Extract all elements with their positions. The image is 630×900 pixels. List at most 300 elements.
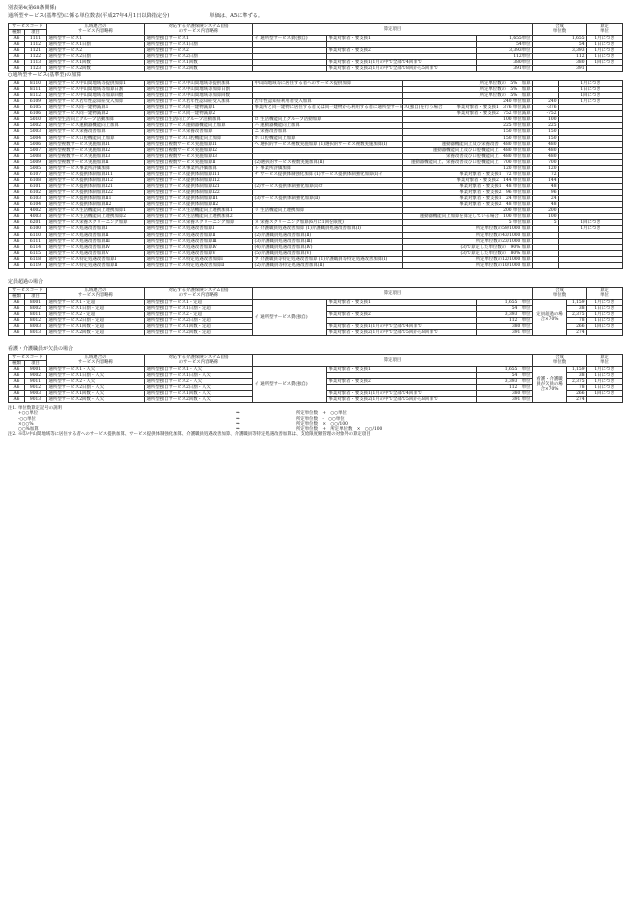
item-code-cell: 9012 <box>25 385 47 391</box>
addition-value-cell: 事業対象者・要支援2 752 単位減算 <box>403 111 533 117</box>
note-text: ⇒ <box>236 421 240 427</box>
addition-value-cell: 所定単位数の 5% 加算 <box>403 80 533 86</box>
units-cell: 48 <box>533 202 559 208</box>
nat-name-cell: 通所型独自サービス処遇改善加算Ⅴ <box>145 250 253 256</box>
col-calc: 算定項目 <box>253 287 533 299</box>
col-item: 項目 <box>25 293 47 299</box>
kind-cell: A6 <box>9 147 25 153</box>
item-code-cell: 6100 <box>25 226 47 232</box>
wide-name-cell: 通所型生活向上グループ活動加算 <box>47 117 145 123</box>
wide-name-cell: 通所型サービス同一建物減算1 <box>47 105 145 111</box>
col-wide-name: 広域連合の サービス内容略称 <box>47 23 145 35</box>
document-title: 通所型サービス(基準型)に係る単位数表(平成27年4月1日以降指定分) <box>8 12 170 19</box>
units-cell: 380 <box>533 60 587 66</box>
nat-name-cell: 通所型独自サービス栄養スクリーニング加算 <box>145 220 253 226</box>
item-code-cell: 8011 <box>25 311 47 317</box>
unit-cell: 1月につき <box>587 367 623 373</box>
item-code-cell: 8003 <box>25 324 47 330</box>
unit-cell: 1月につき <box>559 99 623 105</box>
addition-value-cell: 225 単位加算 <box>403 123 533 129</box>
kind-cell: A6 <box>9 397 25 403</box>
unit-cell: 1日につき <box>559 87 623 93</box>
kind-cell: A6 <box>9 153 25 159</box>
wide-name-cell: 通所型サービス1回数・定超 <box>47 324 145 330</box>
calc-target-cell: 事業対象者・要支援1 <box>327 35 477 41</box>
wide-name-cell: 通所型サービス処遇改善加算Ⅲ <box>47 238 145 244</box>
wide-name-cell: 通所型サービス1・人欠 <box>47 367 145 373</box>
note-text: ○○%加算 <box>18 426 39 432</box>
wide-name-cell: 通所型サービス同一建物減算2 <box>47 111 145 117</box>
kind-cell: A6 <box>9 105 25 111</box>
nat-name-cell: 通所型独自サービス2日割 <box>145 54 253 60</box>
addition-name-cell: (4)介護職員処遇改善加算(Ⅳ) <box>253 244 403 250</box>
kind-cell: A6 <box>9 54 25 60</box>
wide-name-cell: 通所型サービス提供体制加算Ⅰ11 <box>47 171 145 177</box>
unit-cell: 1月につき <box>587 311 623 317</box>
nat-name-cell: 通所型独自サービス特定処遇改善加算Ⅱ <box>145 262 253 268</box>
unit-cell: 1回につき <box>587 60 623 66</box>
item-code-cell: 1112 <box>25 41 47 47</box>
addition-name-cell: (5)介護職員処遇改善加算(Ⅴ) <box>253 250 403 256</box>
kind-cell: A6 <box>9 159 25 165</box>
col-kind: 種類 <box>9 360 25 366</box>
nat-name-cell: 通所型独自サービス1 <box>145 35 253 41</box>
units-cell: 96 <box>533 190 559 196</box>
addition-value-cell: 150 単位加算 <box>403 129 533 135</box>
table-row <box>9 171 623 177</box>
nat-name-cell: 通所型独自サービス提供体制加算Ⅱ1 <box>145 196 253 202</box>
wide-name-cell: 通所型複数サービス実施加算Ⅰ1 <box>47 141 145 147</box>
addition-value-cell: 所定単位数の23/1000 加算 <box>403 238 533 244</box>
col-units: 合成 単位数 <box>533 23 587 35</box>
form-number: 別表第4(第68条関係) <box>8 5 57 11</box>
item-code-cell: 9002 <box>25 373 47 379</box>
kind-cell: A6 <box>9 177 25 183</box>
units-cell: 5 <box>533 220 559 226</box>
wide-name-cell: 通所型サービス2・人欠 <box>47 379 145 385</box>
calc-value-cell: 380 単位 <box>477 324 533 330</box>
item-code-cell: 8112 <box>25 93 47 99</box>
wide-name-cell: 通所型サービス1回数・人欠 <box>47 391 145 397</box>
nat-name-cell: 通所型独自サービス1回数・人欠 <box>145 391 253 397</box>
kind-cell: A6 <box>9 317 25 323</box>
col-service-code: サービスコード <box>9 287 47 293</box>
kind-cell: A6 <box>9 311 25 317</box>
nat-name-cell: 通所型独自サービス口腔機能向上加算 <box>145 135 253 141</box>
kind-cell: A6 <box>9 41 25 47</box>
units-cell: 3,393 <box>533 47 587 53</box>
wide-name-cell: 通所型サービス2日割 <box>47 54 145 60</box>
item-code-cell: 6201 <box>25 220 47 226</box>
addition-name-cell: ヘ 選択的サービス複数実施加算 (1)選択的サービス複数実施加算(Ⅰ) <box>253 141 403 147</box>
units-cell: 24 <box>533 196 559 202</box>
calc-target-cell: 事業対象者・要支援1 <box>327 299 477 305</box>
nat-name-cell: 通所型独自サービス事業所評価加算 <box>145 165 253 171</box>
nat-name-cell: 通所型独自サービス提供体制加算Ⅰ12 <box>145 177 253 183</box>
kind-cell: A6 <box>9 135 25 141</box>
item-code-cell: 6106 <box>25 111 47 117</box>
unit-cell: 1日につき <box>587 41 623 47</box>
over-capacity-table <box>8 287 623 337</box>
wide-name-cell: 通所型サービス生活機能向上連携加算2 <box>47 214 145 220</box>
note-2: 注2. ※印:中山間地域等に居住する者へのサービス提供加算、サービス提供体制強化加算、介護職員処遇改善加算、介護職員等特定処遇改善加算は、支給限度額管理の対象外の算定項目 <box>8 431 371 437</box>
nat-name-cell: 通所型独自サービス提供体制加算Ⅰ21 <box>145 184 253 190</box>
units-cell: 54 <box>533 41 587 47</box>
item-code-cell: 1111 <box>25 35 47 41</box>
item-code-cell: 8110 <box>25 80 47 86</box>
addition-value-cell: 事業対象者・要支援2 96 単位加算 <box>403 190 533 196</box>
calc-main-cell: イ 通所型サービス費(独自) <box>253 35 327 41</box>
kind-cell: A6 <box>9 330 25 336</box>
addition-name-cell: ル 介護職員処遇改善加算 (1)介護職員処遇改善加算(Ⅰ) <box>253 226 403 232</box>
wide-name-cell: 通所型サービス栄養改善加算 <box>47 129 145 135</box>
wide-name-cell: 通所型サービス提供体制加算Ⅰ12 <box>47 177 145 183</box>
item-code-cell: 9013 <box>25 397 47 403</box>
wide-name-cell: 通所型サービス2・定超 <box>47 311 145 317</box>
nat-name-cell: 通所型独自サービス2回数・人欠 <box>145 397 253 403</box>
kind-cell: A6 <box>9 226 25 232</box>
calc-value-cell: 112単位 <box>477 54 533 60</box>
calc-target-cell: 事業対象者・要支援2 <box>327 311 477 317</box>
col-service-code: サービスコード <box>9 354 47 360</box>
addition-value-cell: 所定単位数の 5% 加算 <box>403 93 533 99</box>
addition-value-cell: 事業対象者・要支援2 144 単位加算 <box>403 177 533 183</box>
col-item: 項目 <box>25 360 47 366</box>
addition-value-cell: 150 単位加算 <box>403 135 533 141</box>
kind-cell: A6 <box>9 367 25 373</box>
note-text: ⇒ <box>236 426 240 432</box>
item-code-cell: 6115 <box>25 250 47 256</box>
addition-name-cell: 中山間地域等に居住する者へのサービス提供加算 <box>253 80 403 86</box>
nat-name-cell: 通所型独自サービス中山間地域等提供加算 <box>145 80 253 86</box>
nat-name-cell: 通所型独自生活向上グループ活動加算 <box>145 117 253 123</box>
calc-value-cell: 3,393単位 <box>477 47 533 53</box>
unit-cell: 1月につき <box>587 47 623 53</box>
kind-cell: A6 <box>9 87 25 93</box>
table-row <box>9 141 623 147</box>
col-service-code: サービスコード <box>9 23 47 29</box>
reduction-factor-cell: 看護・介護職員が欠員の場合×70% <box>533 367 567 403</box>
calc-target-cell: 事業対象者・要支援2 <box>327 379 477 385</box>
nat-name-cell: 通所型独自サービス2日割・定超 <box>145 317 253 323</box>
calc-value-cell: 112 単位 <box>477 317 533 323</box>
kind-cell: A6 <box>9 324 25 330</box>
col-unit: 算定 単位 <box>587 354 623 366</box>
staff-shortage-table <box>8 354 623 404</box>
calc-value-cell: 380 単位 <box>477 391 533 397</box>
addition-name-cell: ハ 運動器機能向上加算 <box>253 123 403 129</box>
calc-value-cell: 54 単位 <box>477 305 533 311</box>
unit-cell: 1日につき <box>587 54 623 60</box>
wide-name-cell: 通所型サービス処遇改善加算Ⅴ <box>47 250 145 256</box>
nat-name-cell: 通所型独自複数サービス実施加算Ⅰ2 <box>145 147 253 153</box>
table-row <box>9 159 623 165</box>
nat-name-cell: 通所型独自サービス2・定超 <box>145 311 253 317</box>
item-code-cell: 8001 <box>25 299 47 305</box>
note-text: -○○単位 <box>18 416 36 422</box>
addition-value-cell: 運動器機能向上、栄養改善及び口腔機能向上 700 単位加算 <box>403 159 533 165</box>
nat-name-cell: 通所型独自サービス栄養改善加算 <box>145 129 253 135</box>
addition-name-cell: (3)介護職員処遇改善加算(Ⅲ) <box>253 238 403 244</box>
calc-value-cell: 112 単位 <box>477 385 533 391</box>
item-code-cell: 6101 <box>25 184 47 190</box>
addition-value-cell: 事業対象者・要支援2 48 単位加算 <box>403 202 533 208</box>
staff-shortage-title: 看護・介護職員が欠員の場合 <box>8 346 74 353</box>
addition-value-cell: (3)で算定した単位数の 80% 加算 <box>403 250 533 256</box>
table-row <box>9 66 623 72</box>
wide-name-cell: 通所型サービス1日割・定超 <box>47 305 145 311</box>
addition-value-cell: 運動器機能向上及び栄養改善 480 単位加算 <box>403 141 533 147</box>
note-text: ⇒ <box>236 411 240 417</box>
col-unit: 算定 単位 <box>587 287 623 299</box>
kind-cell: A6 <box>9 190 25 196</box>
addition-name-cell: チ サービス提供体制強化加算 (1)サービス提供体制強化加算(Ⅰ)イ <box>253 171 403 177</box>
item-code-cell: 1113 <box>25 60 47 66</box>
kind-cell: A6 <box>9 232 25 238</box>
wide-name-cell: 通所型サービス2 <box>47 47 145 53</box>
kind-cell: A6 <box>9 117 25 123</box>
calc-value-cell: 391 単位 <box>477 397 533 403</box>
wide-name-cell: 通所型サービス生活機能向上連携加算1 <box>47 208 145 214</box>
units-cell: 1,159 <box>567 299 587 305</box>
item-code-cell: 6111 <box>25 238 47 244</box>
addition-value-cell: 200 単位加算 <box>403 208 533 214</box>
addition-value-cell: 事業対象者・要支援1 24 単位加算 <box>403 196 533 202</box>
wide-name-cell: 通所型サービス口腔機能向上加算 <box>47 135 145 141</box>
nat-name-cell: 通所型独自サービス提供体制加算Ⅰ22 <box>145 190 253 196</box>
item-code-cell: 6109 <box>25 99 47 105</box>
wide-name-cell: 通所型複数サービス実施加算Ⅱ <box>47 159 145 165</box>
nat-name-cell: 通所型独自サービス2・人欠 <box>145 379 253 385</box>
kind-cell: A6 <box>9 385 25 391</box>
item-code-cell: 6104 <box>25 202 47 208</box>
item-code-cell: 5003 <box>25 129 47 135</box>
units-cell: 100 <box>533 117 559 123</box>
item-code-cell: 6118 <box>25 256 47 262</box>
wide-name-cell: 通所型サービス運動器機能向上加算 <box>47 123 145 129</box>
nat-name-cell: 通所型独自サービス中山間地域等加算回数 <box>145 93 253 99</box>
units-cell: 112 <box>533 54 587 60</box>
nat-name-cell: 通所型独自サービス処遇改善加算Ⅰ <box>145 226 253 232</box>
kind-cell: A6 <box>9 208 25 214</box>
wide-name-cell: 通所型サービス2回数・定超 <box>47 330 145 336</box>
wide-name-cell: 通所型サービス中山間地域等加算回数 <box>47 93 145 99</box>
table-row <box>9 105 623 111</box>
nat-name-cell: 通所型独自サービス中山間地域等加算日割 <box>145 87 253 93</box>
nat-name-cell: 通所型独自サービス1・人欠 <box>145 367 253 373</box>
units-cell: 391 <box>533 66 587 72</box>
col-nat-name: 対応する介護保険システム(国) のサービス内容略称 <box>145 23 253 35</box>
over-capacity-title: 定員超過の場合 <box>8 278 44 285</box>
unit-cell: 1回につき <box>559 220 623 226</box>
calc-target-cell: 事業対象者・要支援2(1月の中で全部で5回から8回まで <box>327 397 477 403</box>
wide-name-cell: 通所型サービス処遇改善加算Ⅱ <box>47 232 145 238</box>
nat-name-cell: 通所型独自サービス1回数 <box>145 60 253 66</box>
addition-name-cell: ト 事業所評価加算 <box>253 165 403 171</box>
item-code-cell: 8002 <box>25 305 47 311</box>
col-nat-name: 対応する介護保険システム(国) のサービス内容略称 <box>145 354 253 366</box>
units-cell: 480 <box>533 141 559 147</box>
col-kind: 種類 <box>9 293 25 299</box>
units-cell: 480 <box>533 147 559 153</box>
unit-rate-note: 単価は、A5に準ずる。 <box>209 12 264 19</box>
nat-name-cell: 通所型独自サービス提供体制加算Ⅰ11 <box>145 171 253 177</box>
units-cell: -752 <box>533 111 559 117</box>
unit-cell: 1月につき <box>559 226 623 232</box>
wide-name-cell: 通所型サービス提供体制加算Ⅱ2 <box>47 202 145 208</box>
nat-name-cell: 通所型独自サービス処遇改善加算Ⅳ <box>145 244 253 250</box>
units-cell: 100 <box>533 214 559 220</box>
kind-cell: A6 <box>9 141 25 147</box>
item-code-cell: 6102 <box>25 190 47 196</box>
units-cell: 274 <box>567 397 587 403</box>
item-code-cell: 5002 <box>25 123 47 129</box>
addition-value-cell: 所定単位数の59/1000 加算 <box>403 226 533 232</box>
nat-name-cell: 通所型独自サービス1日割 <box>145 41 253 47</box>
units-cell: 144 <box>533 177 559 183</box>
unit-cell <box>587 330 623 336</box>
units-cell: 274 <box>567 330 587 336</box>
units-cell: 266 <box>567 391 587 397</box>
wide-name-cell: 通所型サービス2回数 <box>47 66 145 72</box>
wide-name-cell: 通所型サービス提供体制加算Ⅰ22 <box>47 190 145 196</box>
wide-name-cell: 通所型サービス若年性認知症受入加算 <box>47 99 145 105</box>
kind-cell: A6 <box>9 99 25 105</box>
wide-name-cell: 通所型サービス中山間地域等提供加算1 <box>47 80 145 86</box>
units-cell: 150 <box>533 135 559 141</box>
wide-name-cell: 通所型サービス処遇改善加算Ⅳ <box>47 244 145 250</box>
units-cell: 240 <box>533 99 559 105</box>
table-row <box>9 262 623 268</box>
unit-cell: 1月につき <box>587 35 623 41</box>
item-code-cell: 5010 <box>25 117 47 123</box>
col-units: 合成 単位数 <box>533 287 587 299</box>
addition-name-cell: 若年性認知症利用者受入加算 <box>253 99 403 105</box>
calc-value-cell: 391単位 <box>477 66 533 72</box>
note-text: 所定単位数 + 所定単位数 × ○○/100 <box>296 426 383 432</box>
unit-cell: 1日につき <box>587 305 623 311</box>
unit-cell <box>559 262 623 268</box>
calc-value-cell: 391 単位 <box>477 330 533 336</box>
unit-cell: 1日につき <box>587 373 623 379</box>
addition-name-cell: (2)選択的サービス複数実施加算(Ⅱ) <box>253 159 403 165</box>
units-cell: 120 <box>533 165 559 171</box>
nat-name-cell: 通所型独自複数サービス実施加算Ⅰ1 <box>145 141 253 147</box>
kind-cell: A6 <box>9 299 25 305</box>
item-code-cell: 6119 <box>25 262 47 268</box>
note-text: 所定単位数 + ○○単位 <box>296 411 347 417</box>
item-code-cell: 5005 <box>25 165 47 171</box>
kind-cell: A6 <box>9 391 25 397</box>
kind-cell: A6 <box>9 93 25 99</box>
nat-name-cell: 通所型独自サービス生活機能向上連携加算1 <box>145 208 253 214</box>
addition-table <box>8 80 623 269</box>
wide-name-cell: 通所型サービス事業所評価加算 <box>47 165 145 171</box>
calc-value-cell: 1,655 単位 <box>477 299 533 305</box>
addition-name-cell: (2)介護職員等特定処遇改善加算(Ⅱ) <box>253 262 403 268</box>
item-code-cell: 1122 <box>25 54 47 60</box>
unit-cell <box>587 397 623 403</box>
unit-cell: 1回につき <box>559 93 623 99</box>
addition-value-cell: 所定単位数の10/1000 加算 <box>403 262 533 268</box>
wide-name-cell: 通所型サービス1・定超 <box>47 299 145 305</box>
addition-name-cell: (3)サービス提供体制強化加算(Ⅱ) <box>253 196 403 202</box>
item-code-cell: 8012 <box>25 317 47 323</box>
unit-cell: 1月につき <box>587 299 623 305</box>
wide-name-cell: 通所型サービス2回数・人欠 <box>47 397 145 403</box>
item-code-cell: 5004 <box>25 135 47 141</box>
units-cell: 150 <box>533 129 559 135</box>
wide-name-cell: 通所型サービス2日割・人欠 <box>47 385 145 391</box>
col-calc: 算定項目 <box>253 23 533 35</box>
addition-value-cell: 100 単位加算 <box>403 117 533 123</box>
wide-name-cell: 通所型サービス中山間地域等加算日割 <box>47 87 145 93</box>
kind-cell: A6 <box>9 373 25 379</box>
wide-name-cell: 通所型サービス1日割・人欠 <box>47 373 145 379</box>
nat-name-cell: 通所型独自サービス特定処遇改善加算Ⅰ <box>145 256 253 262</box>
nat-name-cell: 通所型独自サービス1・定超 <box>145 299 253 305</box>
calc-value-cell: 54 単位 <box>477 373 533 379</box>
col-calc: 算定項目 <box>253 354 533 366</box>
kind-cell: A6 <box>9 184 25 190</box>
addition-value-cell: 運動器機能向上加算を算定している場合 100 単位加算 <box>403 214 533 220</box>
units-cell: 72 <box>533 171 559 177</box>
item-code-cell: 4003 <box>25 214 47 220</box>
table-row <box>9 80 623 86</box>
addition-name-cell: (2)サービス提供体制強化加算(Ⅰ)ロ <box>253 184 403 190</box>
addition-value-cell: 事業対象者・要支援1 376 単位減算 <box>403 105 533 111</box>
addition-name-cell: ホ 口腔機能向上加算 <box>253 135 403 141</box>
item-code-cell: 8013 <box>25 330 47 336</box>
nat-name-cell: 通所型独自サービス運動器機能向上加算 <box>145 123 253 129</box>
kind-cell: A6 <box>9 220 25 226</box>
wide-name-cell: 通所型サービス栄養スクリーニング加算 <box>47 220 145 226</box>
wide-name-cell: 通所型サービス提供体制加算Ⅰ21 <box>47 184 145 190</box>
item-code-cell: 6107 <box>25 171 47 177</box>
nat-name-cell: 通所型独自サービス生活機能向上連携加算2 <box>145 214 253 220</box>
item-code-cell: 6110 <box>25 232 47 238</box>
wide-name-cell: 通所型サービス特定処遇改善加算Ⅱ <box>47 262 145 268</box>
nat-name-cell: 通所型独自サービス提供体制加算Ⅱ2 <box>145 202 253 208</box>
unit-cell: 1月につき <box>587 379 623 385</box>
kind-cell: A6 <box>9 123 25 129</box>
addition-name-cell: ヲ 介護職員等特定処遇改善加算 (1)介護職員等特定処遇改善加算(Ⅰ) <box>253 256 403 262</box>
nat-name-cell: 通所型独自サービス処遇改善加算Ⅲ <box>145 238 253 244</box>
kind-cell: A6 <box>9 214 25 220</box>
kind-cell: A6 <box>9 171 25 177</box>
nat-name-cell: 通所型独自サービス2回数 <box>145 66 253 72</box>
wide-name-cell: 通所型複数サービス実施加算Ⅰ2 <box>47 147 145 153</box>
nat-name-cell: 通所型独自サービス同一建物減算1 <box>145 105 253 111</box>
kind-cell: A6 <box>9 202 25 208</box>
item-code-cell: 1123 <box>25 66 47 72</box>
wide-name-cell: 通所型サービス1日割 <box>47 41 145 47</box>
units-cell: 480 <box>533 153 559 159</box>
kind-cell: A6 <box>9 379 25 385</box>
units-cell <box>533 262 559 268</box>
units-cell: 2,375 <box>567 311 587 317</box>
wide-name-cell: 通所型サービス1 <box>47 35 145 41</box>
units-cell: 38 <box>567 373 587 379</box>
calc-value-cell: 380単位 <box>477 60 533 66</box>
item-code-cell: 5006 <box>25 141 47 147</box>
nat-name-cell: 通所型独自サービス若年性認知症受入加算 <box>145 99 253 105</box>
addition-section-title: ○通所型サービス(基準型)の加算 <box>8 72 82 79</box>
note-text: +○○単位 <box>18 411 39 417</box>
addition-name-cell: リ 生活機能向上連携加算 <box>253 208 403 214</box>
nat-name-cell: 通所型独自サービス処遇改善加算Ⅱ <box>145 232 253 238</box>
kind-cell: A6 <box>9 244 25 250</box>
